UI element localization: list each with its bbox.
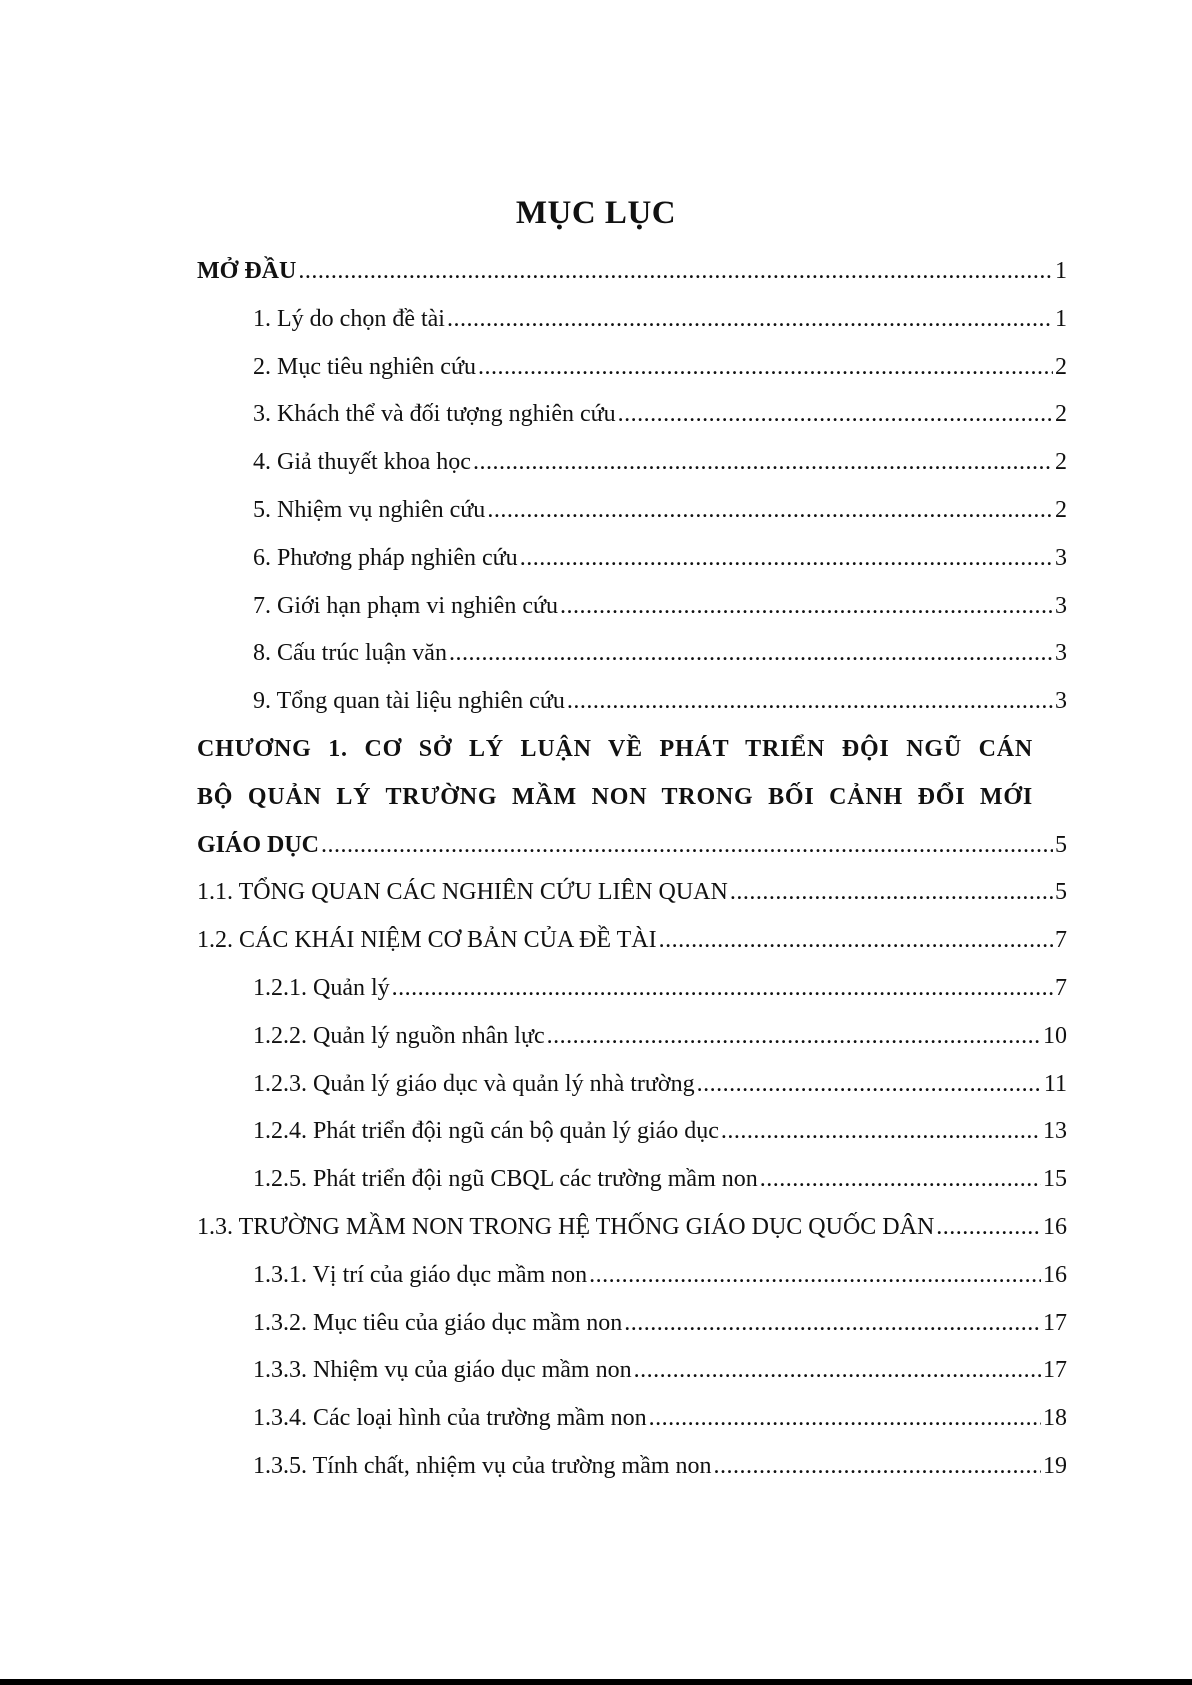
toc-leader-dots — [697, 1061, 1042, 1109]
toc-entry-text: 1.3.3. Nhiệm vụ của giáo dục mầm non — [253, 1357, 632, 1384]
toc-page-number: 3 — [1055, 640, 1067, 667]
toc-entry[interactable] — [197, 439, 1067, 487]
toc-page-number: 5 — [1055, 879, 1067, 906]
toc-entry-text: 1.1. TỔNG QUAN CÁC NGHIÊN CỨU LIÊN QUAN — [197, 879, 728, 906]
toc-leader-dots — [760, 1156, 1041, 1204]
toc-page-number: 3 — [1055, 592, 1067, 619]
toc-entry-text: 1.3.2. Mục tiêu của giáo dục mầm non — [253, 1309, 623, 1336]
toc-entry-text: 1.2.3. Quản lý giáo dục và quản lý nhà trường — [253, 1070, 695, 1097]
toc-entry[interactable] — [197, 1443, 1067, 1491]
toc-page-number: 16 — [1043, 1213, 1067, 1240]
toc-entry-mo-dau[interactable] — [197, 248, 1067, 296]
toc-entry[interactable] — [197, 296, 1067, 344]
toc-page-number: 2 — [1055, 449, 1067, 476]
toc-entry-text: 1.2. CÁC KHÁI NIỆM CƠ BẢN CỦA ĐỀ TÀI — [197, 927, 657, 954]
toc-leader-dots — [721, 1108, 1041, 1156]
toc-leader-dots — [634, 1347, 1041, 1395]
toc-leader-dots — [567, 678, 1053, 726]
toc-entry[interactable] — [197, 487, 1067, 535]
toc-entry-text: 1.2.2. Quản lý nguồn nhân lực — [253, 1022, 545, 1049]
toc-entry[interactable] — [197, 535, 1067, 583]
toc-entry-text: 1.2.1. Quản lý — [253, 974, 390, 1001]
chapter-title-line-1: CHƯƠNG 1. CƠ SỞ LÝ LUẬN VỀ PHÁT TRIỂN ĐỘI NGŨ CÁN — [197, 735, 1033, 762]
toc-leader-dots — [659, 917, 1053, 965]
toc-page-number: 17 — [1043, 1357, 1067, 1384]
toc-page-number: 1 — [1055, 258, 1067, 284]
toc-entry-text: 1.3. TRƯỜNG MẦM NON TRONG HỆ THỐNG GIÁO DỤC QUỐC DÂN — [197, 1213, 935, 1240]
toc-page-number: 18 — [1043, 1405, 1067, 1432]
toc-entry-text: GIÁO DỤC — [197, 831, 320, 858]
toc-leader-dots — [560, 583, 1053, 631]
toc-entry[interactable] — [197, 678, 1067, 726]
toc-leader-dots — [730, 869, 1053, 917]
toc-page-number: 2 — [1055, 353, 1067, 380]
toc-leader-dots — [520, 535, 1053, 583]
toc-leader-dots — [321, 822, 1053, 870]
toc-page-number: 7 — [1055, 927, 1067, 954]
toc-entry-text: 1.2.5. Phát triển đội ngũ CBQL các trường mầm non — [253, 1166, 758, 1193]
toc-leader-dots — [478, 344, 1053, 392]
toc-entry-text: 1.3.5. Tính chất, nhiệm vụ của trường mầm non — [253, 1452, 712, 1479]
toc-entry-section[interactable] — [197, 1204, 1067, 1252]
toc-leader-dots — [449, 630, 1053, 678]
toc-leader-dots — [473, 439, 1053, 487]
toc-entry-text: 7. Giới hạn phạm vi nghiên cứu — [253, 592, 558, 619]
page-bottom-border — [0, 1679, 1192, 1685]
page-title: MỤC LỤC — [515, 195, 677, 231]
toc-page-number: 2 — [1055, 401, 1067, 428]
toc-entry[interactable] — [197, 1061, 1067, 1109]
chapter-title-line-3 — [197, 822, 1067, 870]
toc-entry-text: 3. Khách thể và đối tượng nghiên cứu — [253, 401, 616, 428]
toc-leader-dots — [547, 1013, 1041, 1061]
toc-entry-text: MỞ ĐẦU — [197, 258, 297, 284]
toc-entry[interactable] — [197, 1013, 1067, 1061]
toc-entry[interactable] — [197, 1108, 1067, 1156]
toc-leader-dots — [487, 487, 1053, 535]
toc-entry[interactable] — [197, 1156, 1067, 1204]
toc-page-number: 17 — [1043, 1309, 1067, 1336]
toc-entry[interactable] — [197, 583, 1067, 631]
toc-page-number: 11 — [1043, 1070, 1067, 1097]
toc-entry-text: 4. Giả thuyết khoa học — [253, 449, 471, 476]
toc-leader-dots — [936, 1204, 1041, 1252]
table-of-contents — [197, 248, 1067, 1491]
toc-page-number: 7 — [1055, 974, 1067, 1001]
toc-page-number: 2 — [1055, 496, 1067, 523]
toc-entry-section[interactable] — [197, 917, 1067, 965]
toc-entry-section[interactable] — [197, 869, 1067, 917]
toc-entry-text: 6. Phương pháp nghiên cứu — [253, 544, 518, 571]
toc-page-number: 5 — [1055, 831, 1067, 858]
toc-entry[interactable] — [197, 1300, 1067, 1348]
toc-page-number: 13 — [1043, 1118, 1067, 1145]
toc-entry-chapter-1[interactable] — [197, 726, 1067, 869]
toc-entry-text: 1.3.1. Vị trí của giáo dục mầm non — [253, 1261, 588, 1288]
toc-page-number: 1 — [1055, 305, 1067, 332]
toc-leader-dots — [649, 1395, 1041, 1443]
toc-leader-dots — [624, 1300, 1041, 1348]
toc-entry-text: 1. Lý do chọn đề tài — [253, 305, 445, 332]
chapter-title-line-2: BỘ QUẢN LÝ TRƯỜNG MẦM NON TRONG BỐI CẢNH ĐỔI MỚI — [197, 783, 1033, 810]
toc-leader-dots — [589, 1252, 1041, 1300]
toc-leader-dots — [618, 391, 1053, 439]
toc-leader-dots — [392, 965, 1053, 1013]
toc-page-number: 15 — [1043, 1166, 1067, 1193]
toc-page-number: 3 — [1055, 544, 1067, 571]
toc-entry[interactable] — [197, 344, 1067, 392]
toc-entry-text: 5. Nhiệm vụ nghiên cứu — [253, 496, 486, 523]
toc-entry[interactable] — [197, 1395, 1067, 1443]
toc-entry-text: 8. Cấu trúc luận văn — [253, 640, 447, 667]
toc-entry-text: 2. Mục tiêu nghiên cứu — [253, 353, 476, 380]
toc-entry[interactable] — [197, 391, 1067, 439]
toc-leader-dots — [714, 1443, 1041, 1491]
toc-leader-dots — [298, 248, 1053, 296]
toc-page-number: 10 — [1043, 1022, 1067, 1049]
toc-entry-text: 9. Tổng quan tài liệu nghiên cứu — [253, 688, 565, 715]
toc-entry-text: 1.2.4. Phát triển đội ngũ cán bộ quản lý giáo dục — [253, 1118, 719, 1145]
toc-page-number: 19 — [1043, 1452, 1067, 1479]
toc-entry[interactable] — [197, 630, 1067, 678]
toc-page-number: 3 — [1055, 688, 1067, 715]
toc-entry[interactable] — [197, 1252, 1067, 1300]
toc-entry[interactable] — [197, 965, 1067, 1013]
toc-entry-text: 1.3.4. Các loại hình của trường mầm non — [253, 1405, 647, 1432]
toc-page-number: 16 — [1043, 1261, 1067, 1288]
toc-entry[interactable] — [197, 1347, 1067, 1395]
toc-leader-dots — [447, 296, 1053, 344]
